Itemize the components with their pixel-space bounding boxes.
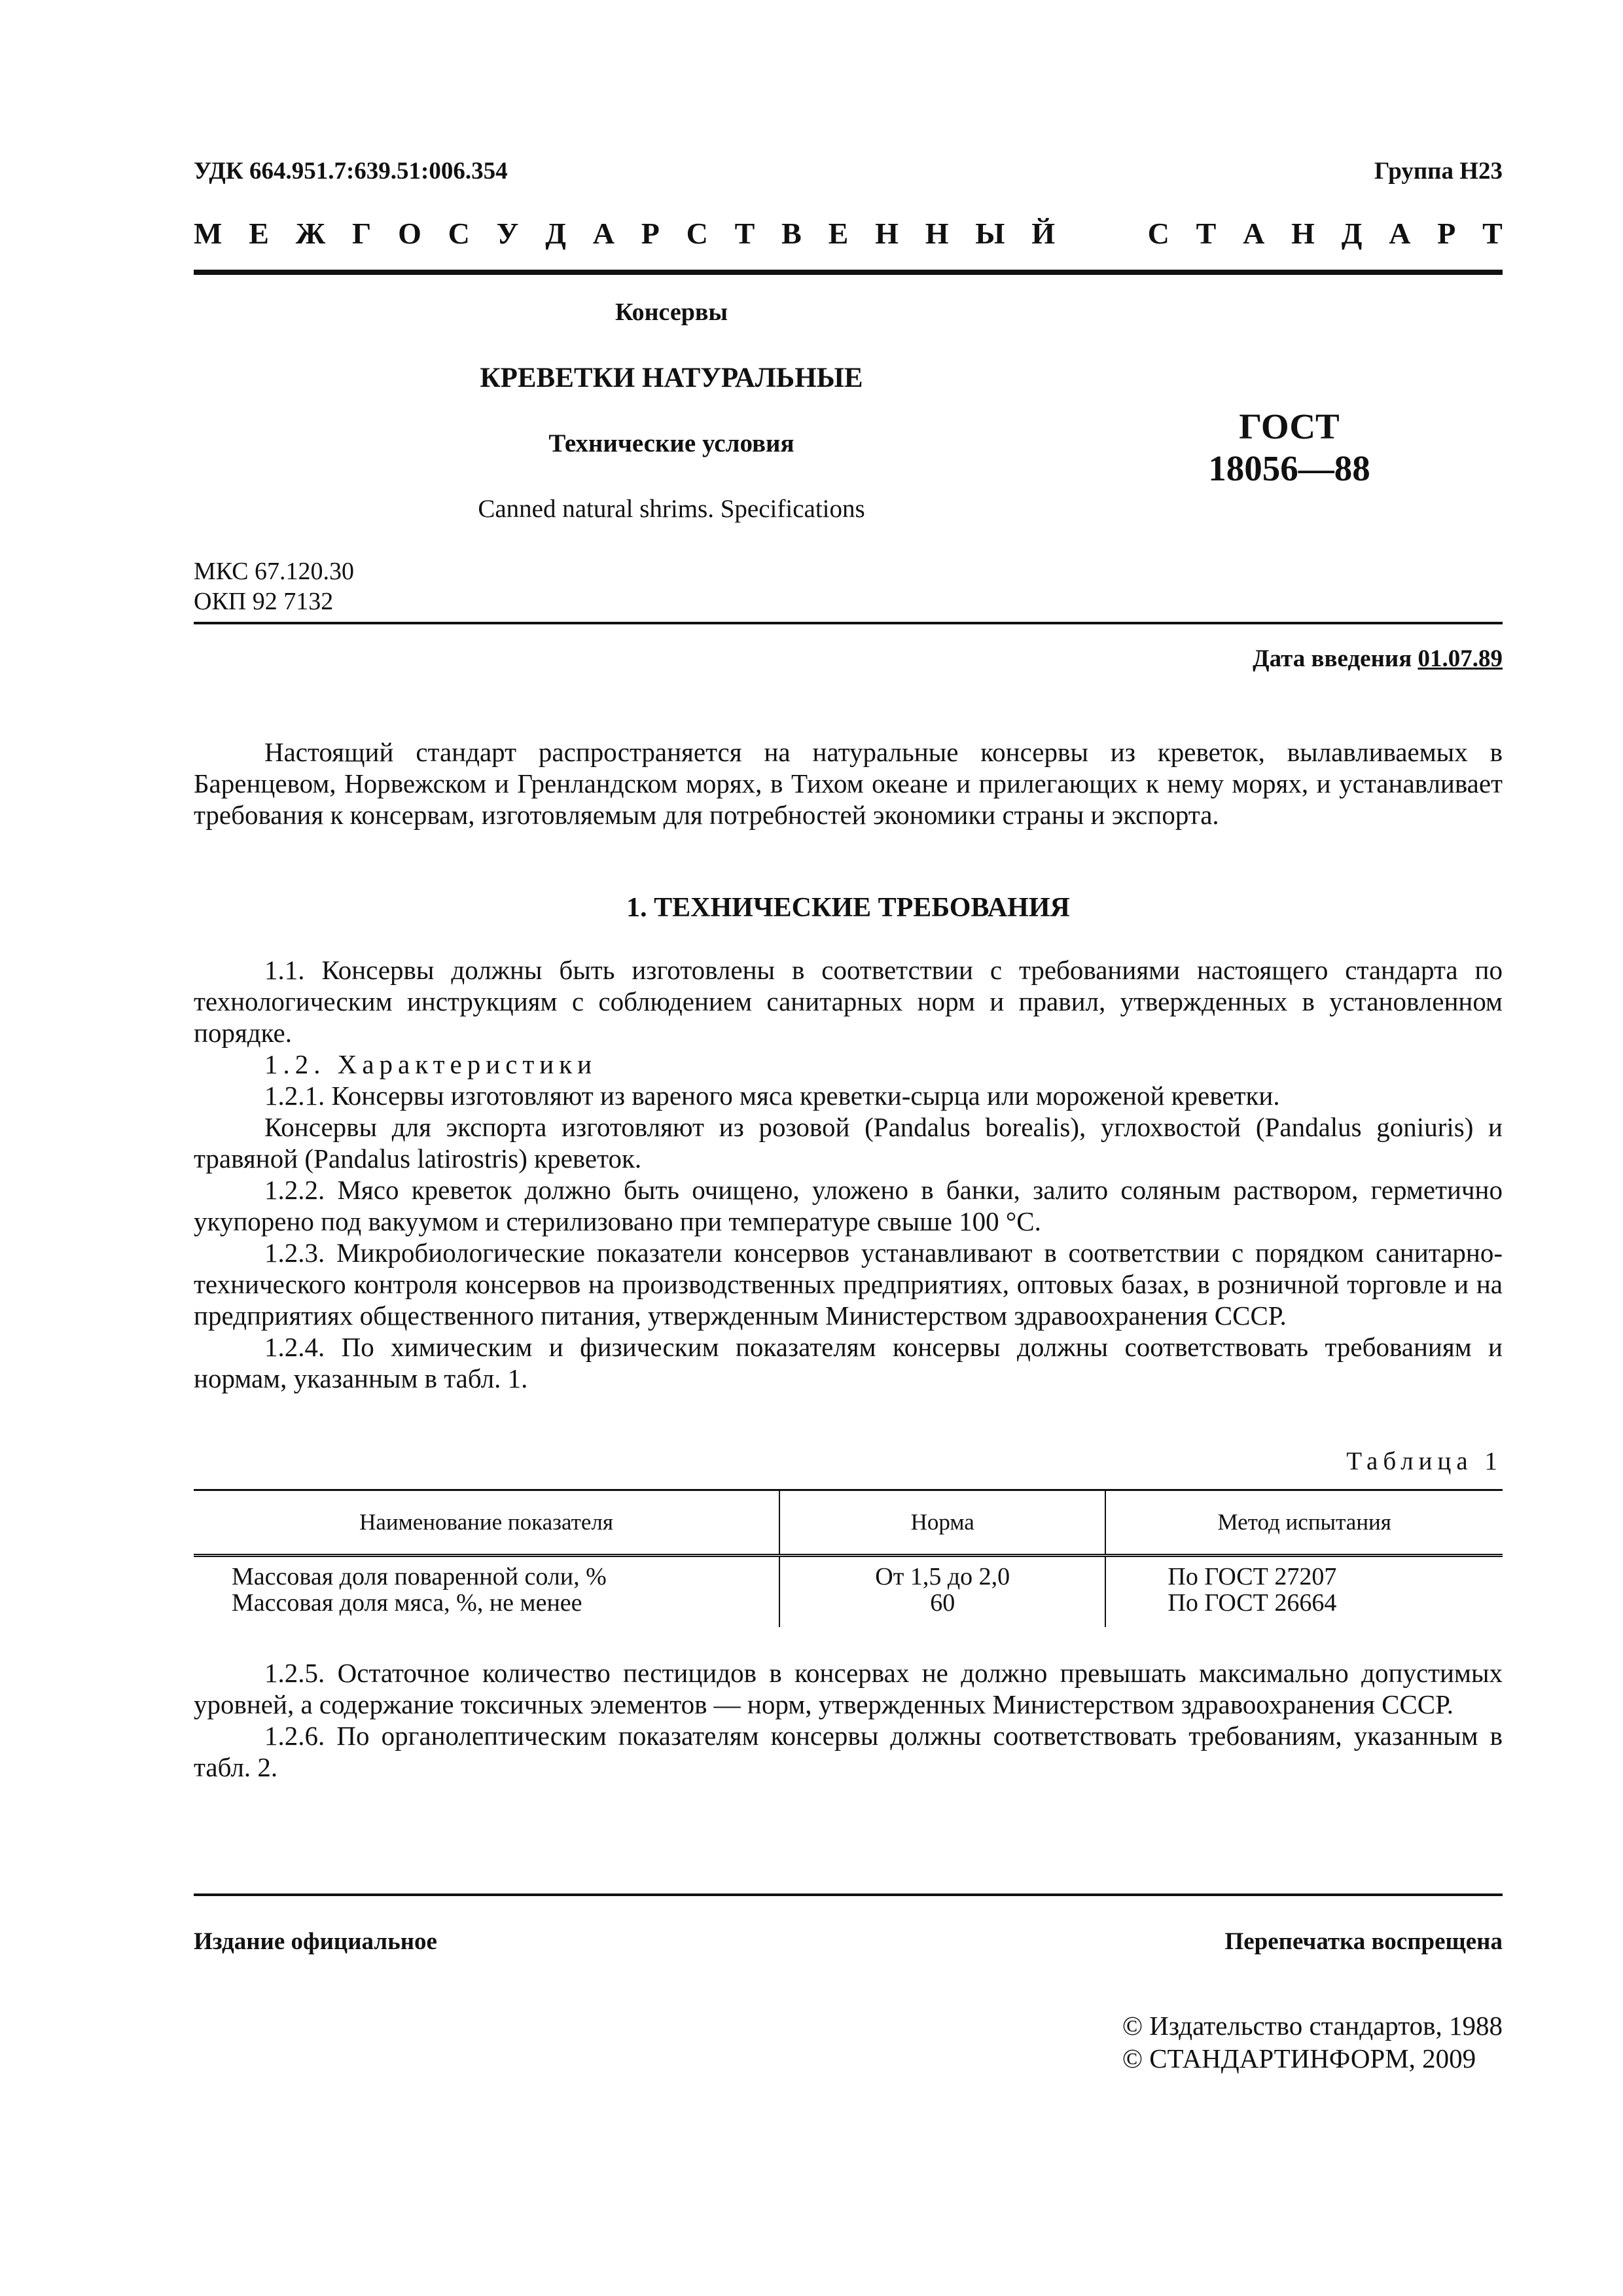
table-header-cell: Наименование показателя — [194, 1490, 779, 1556]
document-category: Консервы — [615, 298, 728, 326]
english-title: Canned natural shrims. Specifications — [478, 495, 865, 523]
group-code: Группа Н23 — [1374, 158, 1503, 185]
classification-codes — [194, 556, 354, 617]
paragraph-1-2-4: 1.2.4. По химическим и физическим показателям консервы должны соответствовать требованиям и нормам, указанным в табл. 1. — [194, 1332, 1503, 1393]
paragraph-1-2: 1.2. Характеристики — [264, 1049, 597, 1079]
footer-rule — [194, 1893, 1503, 1896]
section-1-body — [194, 954, 1503, 1394]
introduction-date — [1253, 645, 1503, 673]
header-rule — [194, 270, 1503, 275]
table-header-cell: Метод испытания — [1105, 1490, 1503, 1556]
mks-code: МКС 67.120.30 — [194, 558, 355, 585]
table-header-row — [194, 1490, 1503, 1556]
document-title: КРЕВЕТКИ НАТУРАЛЬНЫЕ — [480, 363, 863, 393]
paragraph-1-2-6: 1.2.6. По органолептическим показателям консервы должны соответствовать требованиям, указанным в табл. 2. — [194, 1721, 1503, 1782]
paragraph-1-2-5: 1.2.5. Остаточное количество пестицидов в консервах не должно превышать максимально допустимых уровней, а содержание токсичных элементов — норм, утвержденных Министерством здравоохранения СССР. — [194, 1658, 1503, 1719]
section-1-title: 1. ТЕХНИЧЕСКИЕ ТРЕБОВАНИЯ — [626, 893, 1070, 923]
table-header-cell: Норма — [779, 1490, 1105, 1556]
reprint-notice: Перепечатка воспрещена — [1224, 1928, 1503, 1955]
codes-rule — [194, 622, 1503, 624]
gost-number: 18056—88 — [1208, 448, 1370, 488]
table-1-caption: Таблица 1 — [1346, 1447, 1503, 1475]
gost-designation — [1165, 406, 1414, 490]
okp-code: ОКП 92 7132 — [194, 588, 334, 615]
table-cell-norm: От 1,5 до 2,0 60 — [779, 1556, 1105, 1628]
official-edition: Издание официальное — [194, 1928, 437, 1955]
paragraph-1-1: 1.1. Консервы должны быть изготовлены в соответствии с требованиями настоящего стандарта по технологическим инструкциям с соблюдением санитарных норм и правил, утвержденных в установленном порядке. — [194, 955, 1503, 1048]
table-row — [194, 1556, 1503, 1628]
copyright-line: © Издательство стандартов, 1988 — [1122, 2011, 1503, 2041]
udk-code: УДК 664.951.7:639.51:006.354 — [194, 158, 508, 185]
paragraph-1-2-1-export: Консервы для экспорта изготовляют из розовой (Pandalus borealis), углохвостой (Pandalus goniuris) и травяной (Pandalus latirostris) креветок. — [194, 1112, 1503, 1174]
paragraph-1-2-1: 1.2.1. Консервы изготовляют из вареного мяса креветки-сырца или мороженой креветки. — [264, 1081, 1280, 1111]
intro-date-label: Дата введения — [1253, 645, 1412, 672]
section-1-body-continued — [194, 1657, 1503, 1783]
copyright-block — [1122, 2009, 1503, 2075]
paragraph-1-2-3: 1.2.3. Микробиологические показатели консервов устанавливают в соответствии с порядком санитарно-технического контроля консервов на производственных предприятиях, оптовых базах, в розничной торговле и на предприятиях общественного питания, утвержденным Министерством здравоохранения СССР. — [194, 1238, 1503, 1331]
table-1 — [194, 1489, 1503, 1627]
document-subtitle: Технические условия — [548, 429, 794, 457]
copyright-line: © СТАНДАРТИНФОРМ, 2009 — [1122, 2043, 1476, 2073]
gost-label: ГОСТ — [1239, 406, 1340, 446]
table-cell-indicator: Массовая доля поваренной соли, % Массовая доля мяса, %, не менее — [232, 1563, 607, 1617]
intro-date-value: 01.07.89 — [1418, 645, 1503, 672]
intro-paragraph: Настоящий стандарт распространяется на натуральные консервы из креветок, вылавливаемых в Баренцевом, Норвежском и Гренландском морях, в Тихом океане и прилегающих к нему морях, и устанавливает требования к консервам, изготовляемым для потребностей экономики страны и экспорта. — [194, 737, 1503, 830]
paragraph-1-2-2: 1.2.2. Мясо креветок должно быть очищено, уложено в банки, залито соляным раствором, герметично укупорено под вакуумом и стерилизовано при температуре свыше 100 °С. — [194, 1175, 1503, 1236]
standard-type-title: М Е Ж Г О С У Д А Р С Т В Е Н Н Ы Й С Т А Н Д А Р Т — [194, 217, 1503, 250]
table-cell-method: По ГОСТ 27207 По ГОСТ 26664 — [1105, 1556, 1503, 1628]
